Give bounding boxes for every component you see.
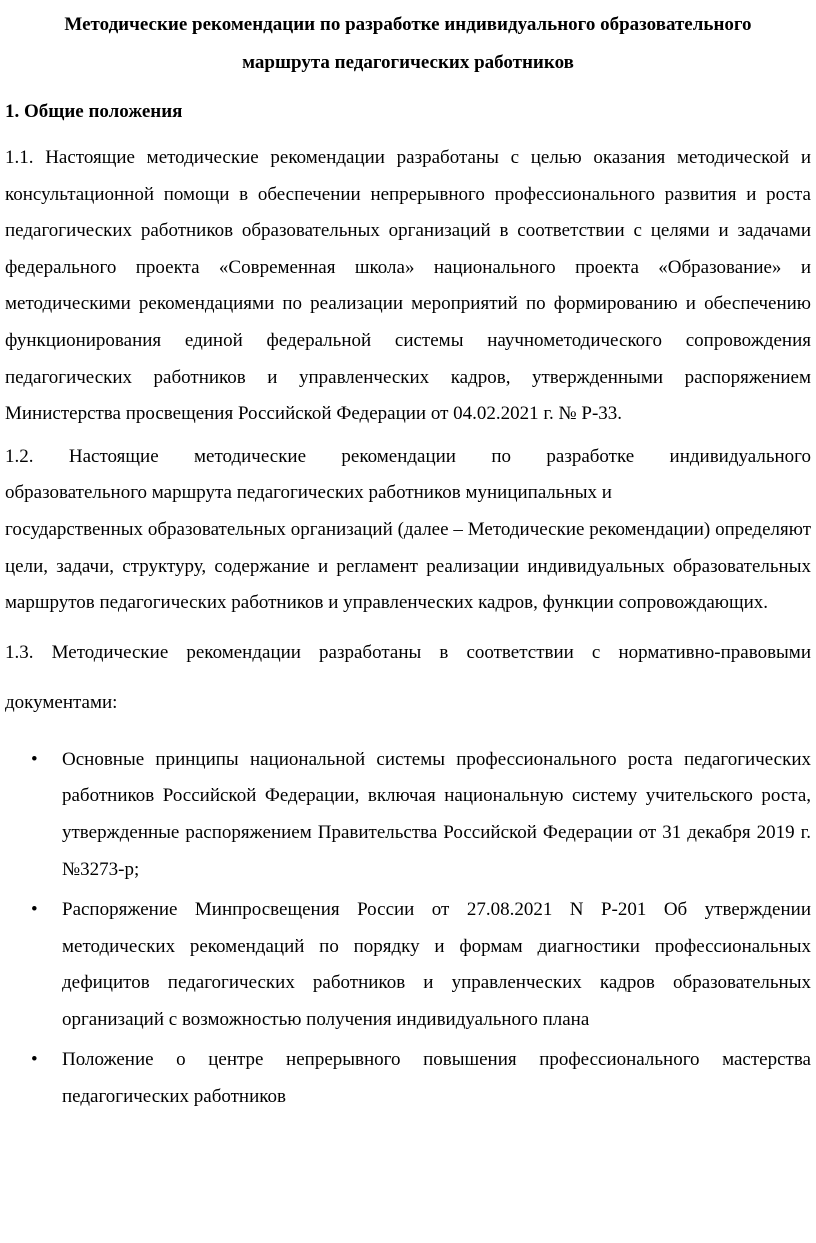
list-item-text: Положение о центре непрерывного повышения профессионального мастерства педагогических работников [62,1049,811,1108]
title-line-2: маршрута педагогических работников [242,52,574,73]
documents-list [5,742,811,1116]
paragraph-1-2-line-1: 1.2. Настоящие методические рекомендации по разработке индивидуального [5,445,811,467]
bullet-icon: • [31,1049,38,1071]
bullet-icon: • [31,748,38,770]
document-title [5,6,811,82]
paragraph-1-1: 1.1. Настоящие методические рекомендации разработаны с целью оказания методической и консультационной помощи в обеспечении непрерывного профессионального развития и роста педагогических работников образовательных организаций в соответствии с целями и задачами федерального проекта «Современная школа» национального проекта «Образование» и методическими рекомендациями по реализации мероприятий по формированию и обеспечению функционирования единой федеральной системы научнометодического сопровождения педагогических работников и управленческих кадров, утвержденными распоряжением Министерства просвещения Российской Федерации от 04.02.2021 г. № Р-33. [5,147,811,425]
section-heading-general: 1. Общие положения [5,101,183,122]
paragraph-1-2 [5,439,811,622]
list-item [5,1042,811,1115]
list-item-text: Распоряжение Минпросвещения России от 27.08.2021 N Р-201 Об утверждении методических рекомендаций по порядку и формам диагностики профессиональных дефицитов педагогических работников и управленческих кадров образовательных организаций с возможностью получения индивидуального плана [62,899,811,1030]
title-line-1: Методические рекомендации по разработке индивидуального образовательного [64,14,752,35]
paragraph-1-3-line-1: 1.3. Методические рекомендации разработаны в соответствии с нормативно-правовыми [5,641,811,663]
paragraph-1-3-line-2: документами: [5,691,118,713]
bullet-icon: • [31,899,38,921]
paragraph-1-2-line-2: образовательного маршрута педагогических работников муниципальных и [5,482,612,504]
list-item-text: Основные принципы национальной системы профессионального роста педагогических работников Российской Федерации, включая национальную систему учительского роста, утвержденные распоряжением Правительства Российской Федерации от 31 декабря 2019 г. №3273-р; [62,748,811,880]
paragraph-1-2-rest: государственных образовательных организаций (далее – Методические рекомендации) определяют цели, задачи, структуру, содержание и регламент реализации индивидуальных образовательных маршрутов педагогических работников и управленческих кадров, функции сопровождающих. [5,518,811,614]
list-item [5,892,811,1038]
list-item [5,742,811,888]
